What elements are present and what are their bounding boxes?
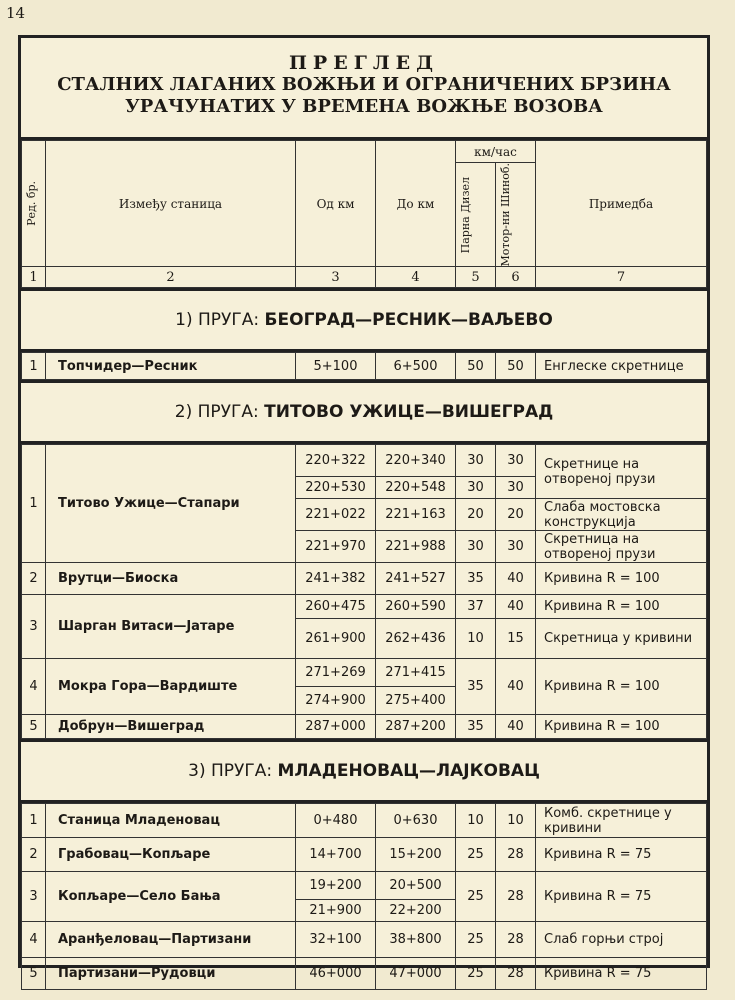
row-number: 4 (22, 922, 46, 958)
speed-motor-railbus: 20 (496, 499, 536, 531)
from-km: 0+480 (296, 804, 376, 838)
speed-steam-diesel: 25 (456, 958, 496, 990)
remark: Слаб горњи строј (536, 922, 707, 958)
column-number-row (22, 267, 707, 288)
row-number: 5 (22, 958, 46, 990)
station-segment: Шарган Витаси—Јатаре (46, 595, 296, 659)
remark: Комб. скретнице у кривини (536, 804, 707, 838)
speed-steam-diesel: 30 (456, 531, 496, 563)
from-km: 261+900 (296, 619, 376, 659)
table-row (22, 445, 707, 477)
row-number: 3 (22, 595, 46, 659)
to-km: 0+630 (376, 804, 456, 838)
from-km: 260+475 (296, 595, 376, 619)
section-title (21, 739, 707, 803)
from-km: 221+970 (296, 531, 376, 563)
to-km: 20+500 (376, 872, 456, 900)
remark: Скретница на отвореној прузи (536, 531, 707, 563)
table-row (22, 922, 707, 958)
column-number-4: 4 (376, 267, 456, 288)
remark: Кривина R = 75 (536, 838, 707, 872)
header-motor-railbus: Мотор-ни Шиноб. (496, 163, 536, 267)
to-km: 221+163 (376, 499, 456, 531)
to-km: 47+000 (376, 958, 456, 990)
row-number: 2 (22, 838, 46, 872)
speed-steam-diesel: 25 (456, 872, 496, 922)
section-table (21, 444, 707, 739)
title-line-2: СТАЛНИХ ЛАГАНИХ ВОЖЊИ И ОГРАНИЧЕНИХ БРЗИНА (57, 74, 671, 95)
from-km: 241+382 (296, 563, 376, 595)
title-line-3: УРАЧУНАТИХ У ВРЕМЕНА ВОЖЊЕ ВОЗОВА (125, 96, 603, 117)
speed-steam-diesel: 25 (456, 838, 496, 872)
header-between-stations: Између станица (46, 141, 296, 267)
table-row (22, 563, 707, 595)
speed-motor-railbus: 15 (496, 619, 536, 659)
from-km: 221+022 (296, 499, 376, 531)
from-km: 287+000 (296, 715, 376, 739)
table-row (22, 958, 707, 990)
speed-motor-railbus: 28 (496, 872, 536, 922)
station-segment: Топчидер—Ресник (46, 353, 296, 380)
speed-motor-railbus: 28 (496, 922, 536, 958)
speed-motor-railbus: 40 (496, 595, 536, 619)
to-km: 275+400 (376, 687, 456, 715)
to-km: 241+527 (376, 563, 456, 595)
table-row (22, 838, 707, 872)
remark: Кривина R = 100 (536, 659, 707, 715)
to-km: 220+548 (376, 477, 456, 499)
station-segment: Добрун—Вишеград (46, 715, 296, 739)
to-km: 6+500 (376, 353, 456, 380)
remark: Скретнице на отвореној прузи (536, 445, 707, 499)
section-title (21, 380, 707, 444)
column-number-7: 7 (536, 267, 707, 288)
speed-motor-railbus: 10 (496, 804, 536, 838)
row-number: 1 (22, 804, 46, 838)
section-table (21, 352, 707, 380)
sections-container (21, 288, 707, 990)
table-row (22, 804, 707, 838)
speed-steam-diesel: 30 (456, 477, 496, 499)
station-segment: Грабовац—Копљаре (46, 838, 296, 872)
station-segment: Станица Младеновац (46, 804, 296, 838)
header-remarks: Примедба (536, 141, 707, 267)
from-km: 19+200 (296, 872, 376, 900)
from-km: 271+269 (296, 659, 376, 687)
column-number-1: 1 (22, 267, 46, 288)
remark: Кривина R = 100 (536, 563, 707, 595)
section-prefix: 1) ПРУГА: (175, 310, 265, 331)
row-number: 4 (22, 659, 46, 715)
station-segment: Партизани—Рудовци (46, 958, 296, 990)
column-number-6: 6 (496, 267, 536, 288)
to-km: 262+436 (376, 619, 456, 659)
table-row (22, 872, 707, 900)
remark: Енглеске скретнице (536, 353, 707, 380)
remark: Слаба мостовска конструкција (536, 499, 707, 531)
remark: Кривина R = 100 (536, 715, 707, 739)
row-number: 3 (22, 872, 46, 922)
station-segment: Копљаре—Село Бања (46, 872, 296, 922)
speed-motor-railbus: 40 (496, 715, 536, 739)
speed-restriction-table (18, 35, 710, 982)
to-km: 22+200 (376, 900, 456, 922)
to-km: 287+200 (376, 715, 456, 739)
speed-motor-railbus: 30 (496, 477, 536, 499)
to-km: 15+200 (376, 838, 456, 872)
header-steam-diesel: Парна Дизел (456, 163, 496, 267)
remark: Скретница у кривини (536, 619, 707, 659)
station-segment: Титово Ужице—Стапари (46, 445, 296, 563)
speed-motor-railbus: 28 (496, 838, 536, 872)
table-row (22, 353, 707, 380)
section-line-name: БЕОГРАД—РЕСНИК—ВАЉЕВО (264, 310, 553, 331)
table-row (22, 595, 707, 619)
title-line-1: ПРЕГЛЕД (288, 52, 439, 74)
speed-motor-railbus: 30 (496, 531, 536, 563)
station-segment: Мокра Гора—Вардиште (46, 659, 296, 715)
row-number: 1 (22, 353, 46, 380)
speed-steam-diesel: 20 (456, 499, 496, 531)
speed-motor-railbus: 30 (496, 445, 536, 477)
speed-steam-diesel: 50 (456, 353, 496, 380)
speed-steam-diesel: 10 (456, 804, 496, 838)
speed-motor-railbus: 40 (496, 659, 536, 715)
speed-motor-railbus: 50 (496, 353, 536, 380)
speed-steam-diesel: 37 (456, 595, 496, 619)
from-km: 274+900 (296, 687, 376, 715)
to-km: 260+590 (376, 595, 456, 619)
section-line-name: ТИТОВО УЖИЦЕ—ВИШЕГРАД (264, 402, 554, 423)
section-table (21, 803, 707, 990)
from-km: 21+900 (296, 900, 376, 922)
from-km: 220+322 (296, 445, 376, 477)
speed-steam-diesel: 35 (456, 563, 496, 595)
speed-steam-diesel: 25 (456, 922, 496, 958)
to-km: 220+340 (376, 445, 456, 477)
to-km: 271+415 (376, 659, 456, 687)
header-row-number: Ред. бр. (22, 141, 46, 267)
section-line-name: МЛАДЕНОВАЦ—ЛАЈКОВАЦ (277, 761, 540, 782)
title-block (21, 38, 707, 140)
column-number-3: 3 (296, 267, 376, 288)
to-km: 38+800 (376, 922, 456, 958)
column-header-table (21, 140, 707, 288)
from-km: 220+530 (296, 477, 376, 499)
from-km: 32+100 (296, 922, 376, 958)
column-number-2: 2 (46, 267, 296, 288)
section-prefix: 3) ПРУГА: (188, 761, 278, 782)
page-number: 14 (6, 4, 26, 22)
header-kmh-group: км/час (456, 141, 536, 163)
from-km: 14+700 (296, 838, 376, 872)
table-row (22, 659, 707, 687)
station-segment: Аранђеловац—Партизани (46, 922, 296, 958)
to-km: 221+988 (376, 531, 456, 563)
speed-steam-diesel: 10 (456, 619, 496, 659)
from-km: 46+000 (296, 958, 376, 990)
table-row (22, 715, 707, 739)
speed-steam-diesel: 35 (456, 715, 496, 739)
row-number: 5 (22, 715, 46, 739)
station-segment: Врутци—Биоска (46, 563, 296, 595)
remark: Кривина R = 75 (536, 958, 707, 990)
row-number: 1 (22, 445, 46, 563)
remark: Кривина R = 75 (536, 872, 707, 922)
speed-steam-diesel: 35 (456, 659, 496, 715)
header-to-km: До км (376, 141, 456, 267)
speed-motor-railbus: 28 (496, 958, 536, 990)
section-title (21, 288, 707, 352)
speed-motor-railbus: 40 (496, 563, 536, 595)
row-number: 2 (22, 563, 46, 595)
column-number-5: 5 (456, 267, 496, 288)
header-from-km: Од км (296, 141, 376, 267)
remark: Кривина R = 100 (536, 595, 707, 619)
speed-steam-diesel: 30 (456, 445, 496, 477)
section-prefix: 2) ПРУГА: (174, 402, 265, 423)
from-km: 5+100 (296, 353, 376, 380)
